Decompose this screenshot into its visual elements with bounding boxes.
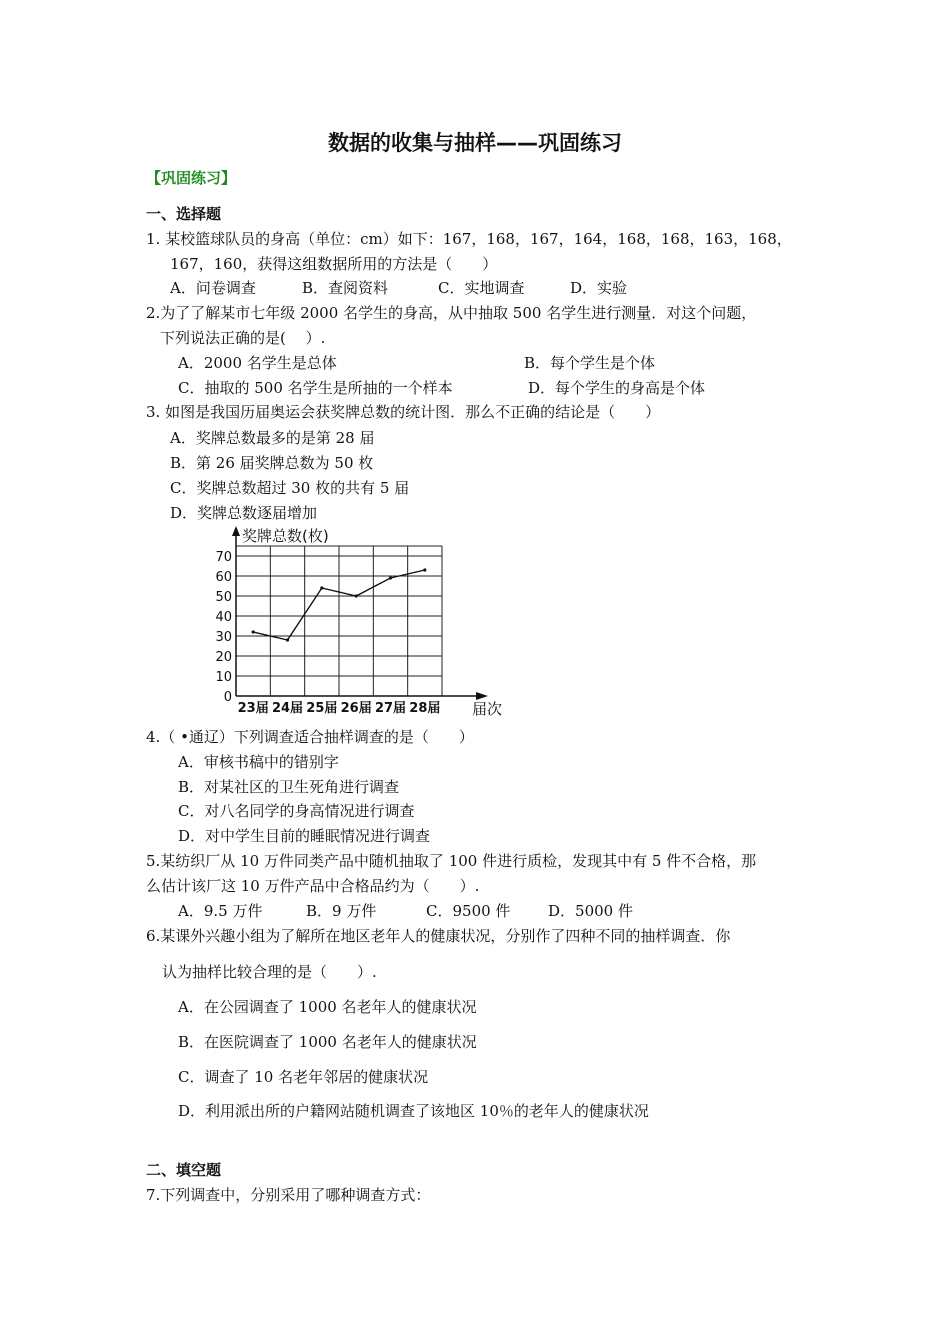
- q2-line2: 下列说法正确的是( ）.: [160, 329, 326, 347]
- page-title: 数据的收集与抽样——巩固练习: [328, 131, 622, 155]
- q3-line1: 3. 如图是我国历届奥运会获奖牌总数的统计图．那么不正确的结论是（ ）: [146, 403, 661, 421]
- q6-option-b: B．在医院调查了 1000 名老年人的健康状况: [178, 1033, 477, 1051]
- y-tick-label: 0: [223, 690, 232, 705]
- q4-line1: 4.（ •通辽）下列调查适合抽样调查的是（ ）: [146, 728, 474, 746]
- y-tick-label: 50: [215, 590, 232, 605]
- data-point: [389, 576, 392, 579]
- data-point: [252, 630, 255, 633]
- q5-option-b: B．9 万件: [306, 902, 377, 920]
- x-tick-label: 25届: [306, 701, 338, 716]
- y-tick-label: 70: [215, 550, 232, 565]
- q2-option-d: D．每个学生的身高是个体: [528, 379, 706, 397]
- q1-option-a: A．问卷调查: [170, 279, 256, 297]
- y-tick-label: 20: [215, 650, 232, 665]
- chart-grid: [236, 546, 442, 696]
- y-tick-label: 10: [215, 670, 232, 685]
- q3-option-c: C．奖牌总数超过 30 枚的共有 5 届: [170, 479, 410, 497]
- q4-option-b: B．对某社区的卫生死角进行调查: [178, 778, 400, 796]
- data-point: [320, 586, 323, 589]
- q1-line1: 1. 某校篮球队员的身高（单位：cm）如下：167，168，167，164，168，168，163，168，: [146, 230, 792, 248]
- medal-line-chart: [206, 524, 516, 720]
- chart-ylabel: 奖牌总数(枚): [242, 527, 329, 545]
- q5-option-d: D．5000 件: [548, 902, 633, 920]
- q4-option-d: D．对中学生目前的睡眠情况进行调查: [178, 827, 431, 845]
- x-tick-label: 24届: [271, 701, 304, 716]
- x-tick-label: 26届: [340, 701, 372, 716]
- q7-line1: 7.下列调查中，分别采用了哪种调查方式：: [146, 1186, 431, 1204]
- q2-option-a: A．2000 名学生是总体: [178, 354, 337, 372]
- data-point: [423, 568, 426, 571]
- q1-option-d: D．实验: [570, 279, 628, 297]
- q6-line1: 6.某课外兴趣小组为了解所在地区老年人的健康状况，分别作了四种不同的抽样调查．你: [146, 927, 731, 945]
- q1-line2: 167，160，获得这组数据所用的方法是（ ）: [170, 255, 498, 273]
- section-heading-fill: 二、填空题: [146, 1161, 222, 1179]
- x-tick-label: 28届: [409, 701, 441, 716]
- section-heading-choice: 一、选择题: [146, 205, 222, 223]
- q5-line1: 5.某纺织厂从 10 万件同类产品中随机抽取了 100 件进行质检，发现其中有 5 件不合格，那: [146, 852, 757, 870]
- q3-option-b: B．第 26 届奖牌总数为 50 枚: [170, 454, 374, 472]
- chart-xlabel: 届次: [472, 700, 503, 718]
- q4-option-c: C．对八名同学的身高情况进行调查: [178, 802, 415, 820]
- x-tick-label: 27届: [374, 701, 407, 716]
- q6-line2: 认为抽样比较合理的是（ ）.: [162, 963, 377, 981]
- subtitle: 【巩固练习】: [146, 169, 237, 187]
- q2-option-c: C．抽取的 500 名学生是所抽的一个样本: [178, 379, 453, 397]
- y-axis-arrow: [232, 526, 240, 536]
- x-axis-arrow: [476, 692, 488, 700]
- q3-option-d: D．奖牌总数逐届增加: [170, 504, 318, 522]
- q6-option-d: D．利用派出所的户籍网站随机调查了该地区 10％的老年人的健康状况: [178, 1102, 649, 1120]
- q5-option-c: C．9500 件: [426, 902, 511, 920]
- y-tick-label: 40: [215, 610, 232, 625]
- q6-option-a: A．在公园调查了 1000 名老年人的健康状况: [178, 998, 477, 1016]
- q4-option-a: A．审核书稿中的错别字: [178, 753, 339, 771]
- data-point: [355, 594, 358, 597]
- q2-option-b: B．每个学生是个体: [524, 354, 656, 372]
- q3-option-a: A．奖牌总数最多的是第 28 届: [170, 429, 375, 447]
- chart-xticks: [238, 701, 441, 716]
- x-tick-label: 23届: [237, 701, 269, 716]
- y-tick-label: 30: [215, 630, 232, 645]
- q5-option-a: A．9.5 万件: [178, 902, 263, 920]
- q2-line1: 2.为了了解某市七年级 2000 名学生的身高，从中抽取 500 名学生进行测量．对这个问题，: [146, 304, 757, 322]
- data-point: [286, 638, 289, 641]
- q1-option-c: C．实地调查: [438, 279, 525, 297]
- y-tick-label: 60: [215, 570, 232, 585]
- chart-yticks: [215, 550, 232, 705]
- q6-option-c: C．调查了 10 名老年邻居的健康状况: [178, 1068, 429, 1086]
- q1-option-b: B．查阅资料: [302, 279, 389, 297]
- q5-line2: 么估计该厂这 10 万件产品中合格品约为（ ）.: [146, 877, 480, 895]
